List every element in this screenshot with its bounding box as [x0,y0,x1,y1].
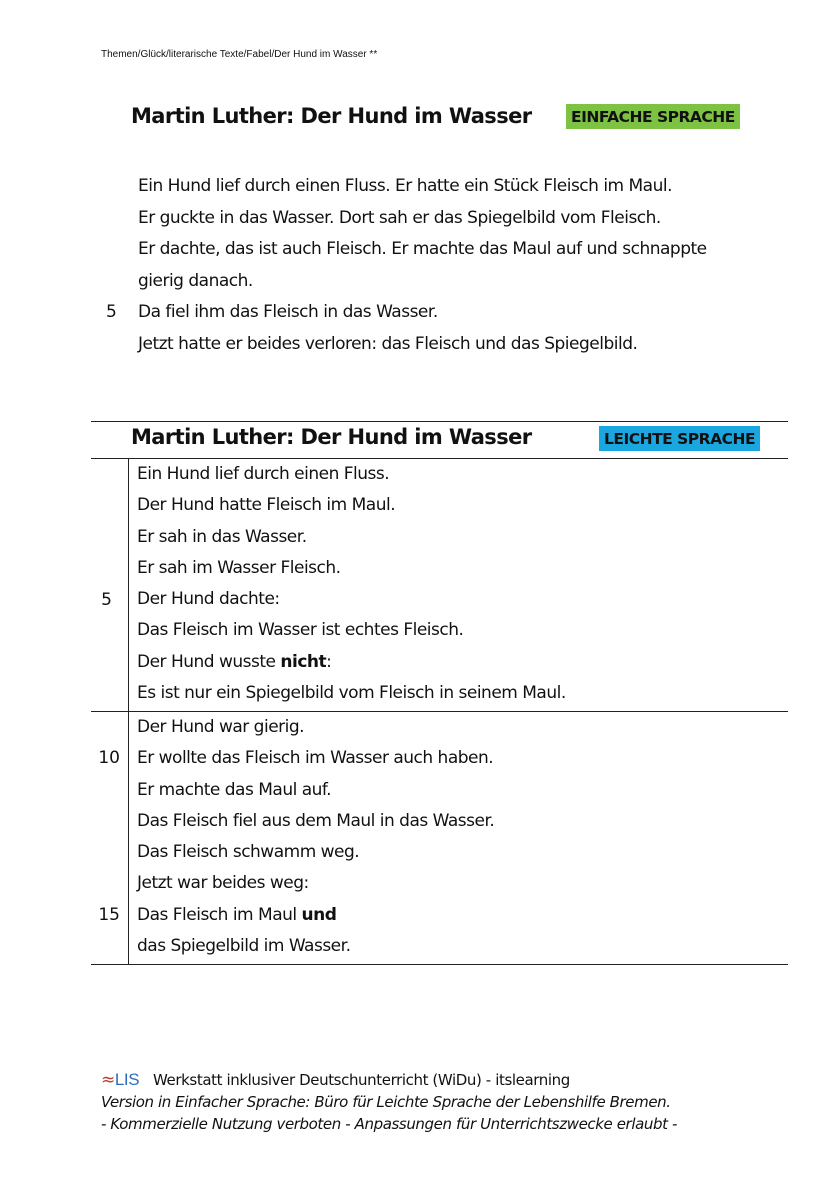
line-number: 10 [98,748,120,768]
story-leichte-block-1 [137,459,566,709]
breadcrumb: Themen/Glück/literarische Texte/Fabel/Der Hund im Wasser ** [101,49,378,60]
text-part: : [326,651,332,672]
story-einfache-sprache [138,171,707,360]
text-line: Ein Hund lief durch einen Fluss. [137,464,390,484]
text-line: das Spiegelbild im Wasser. [137,936,351,957]
text-line: Der Hund hatte Fleisch im Maul. [137,495,396,516]
line-number: 15 [98,905,120,925]
text-line [137,647,566,678]
emphasis: nicht [280,651,327,672]
text-line: Der Hund dachte: [137,589,280,610]
text-line: Er guckte in das Wasser. Dort sah er das Spiegelbild vom Fleisch. [138,207,661,228]
text-line: Das Fleisch im Wasser ist echtes Fleisch. [137,620,464,641]
table-top-border [91,421,788,422]
badge-einfache-sprache: EINFACHE SPRACHE [566,104,740,129]
text-line: gierig danach. [138,270,253,291]
waves-icon: ≈ [101,1070,115,1090]
text-line: Er wollte das Fleisch im Wasser auch haben. [137,748,494,769]
footer-line-1: Werkstatt inklusiver Deutschunterricht (WiDu) - itslearning [153,1071,570,1089]
text-line: Ein Hund lief durch einen Fluss. Er hatte ein Stück Fleisch im Maul. [138,176,673,196]
text-line: Es ist nur ein Spiegelbild vom Fleisch in seinem Maul. [137,683,566,704]
table-bottom-border [91,964,788,965]
text-line: Er dachte, das ist auch Fleisch. Er machte das Maul auf und schnappte [138,239,707,259]
text-line: Da fiel ihm das Fleisch in das Wasser. [138,302,438,322]
text-line: Er sah in das Wasser. [137,526,307,547]
text-part: Das Fleisch im Maul [137,904,302,925]
badge-leichte-sprache: LEICHTE SPRACHE [599,426,760,451]
text-line: Das Fleisch schwamm weg. [137,842,360,863]
text-part: Der Hund wusste [137,651,281,672]
text-line: Das Fleisch fiel aus dem Maul in das Wasser. [137,810,495,831]
title-leichte-sprache: Martin Luther: Der Hund im Wasser [131,425,532,449]
footer-line-2: Version in Einfacher Sprache: Büro für Leichte Sprache der Lebenshilfe Bremen. [101,1093,671,1111]
logo-text: LIS [114,1070,140,1089]
emphasis: und [301,904,337,925]
title-einfache-sprache: Martin Luther: Der Hund im Wasser [131,104,532,128]
lis-logo [101,1069,153,1091]
line-number: 5 [106,302,117,322]
footer [101,1069,677,1135]
text-line: Er sah im Wasser Fleisch. [137,557,341,578]
line-number: 5 [101,590,112,610]
text-line [137,900,494,931]
text-line: Er machte das Maul auf. [137,779,332,800]
text-line: Jetzt hatte er beides verloren: das Fleisch und das Spiegelbild. [138,333,638,354]
footer-line-3: - Kommerzielle Nutzung verboten - Anpassungen für Unterrichtszwecke erlaubt - [101,1115,677,1133]
text-line: Der Hund war gierig. [137,717,305,737]
text-line: Jetzt war beides weg: [137,873,309,894]
story-leichte-block-2 [137,712,494,962]
